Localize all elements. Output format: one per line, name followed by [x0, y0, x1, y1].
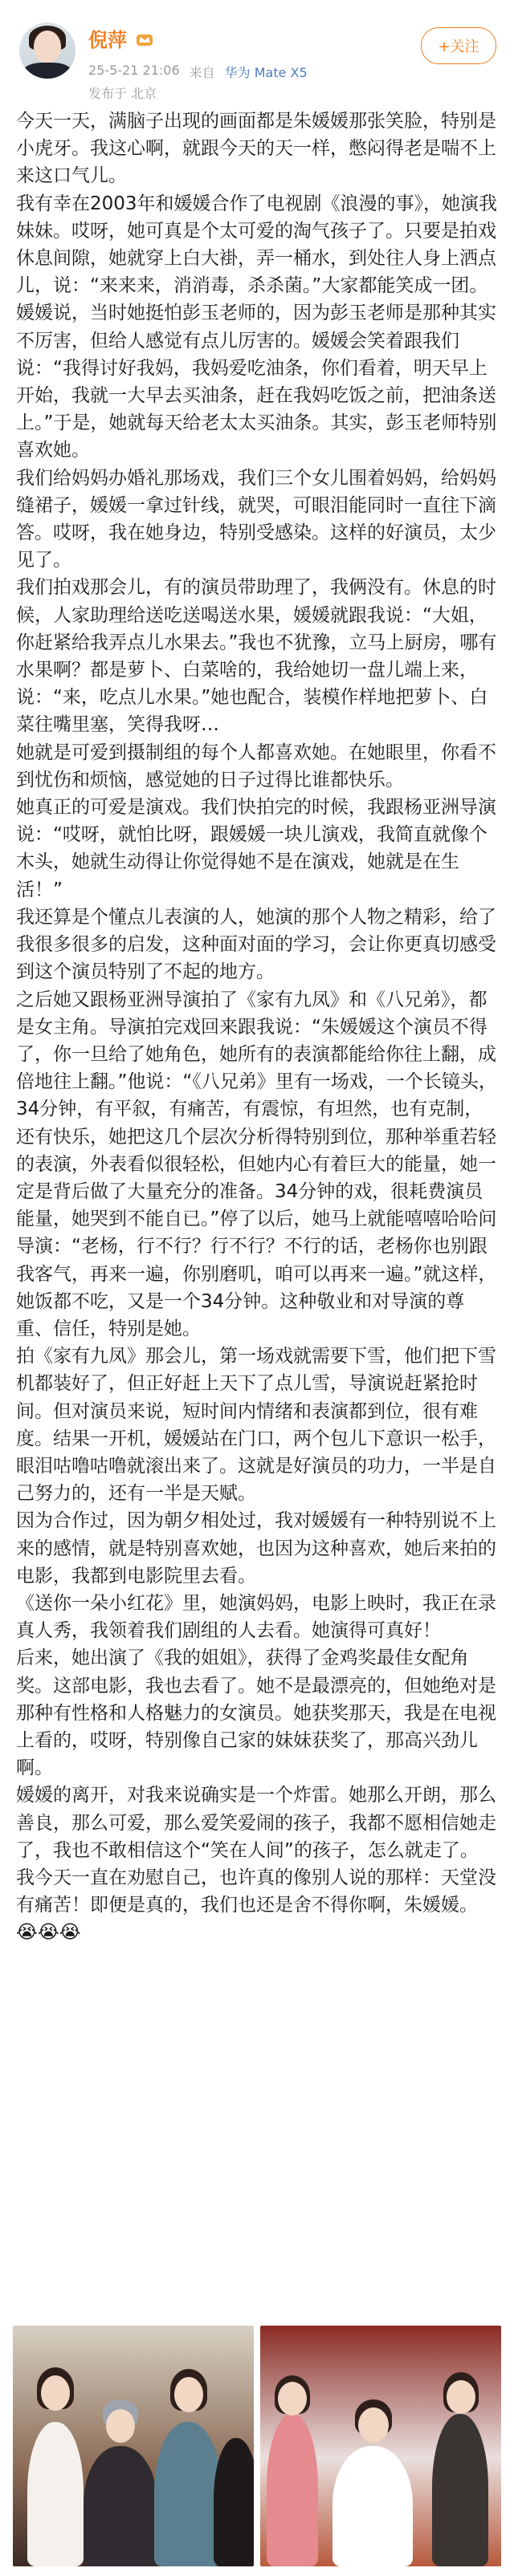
- paragraph: 拍《家有九凤》那会儿，第一场戏就需要下雪，他们把下雪机都装好了，但正好赶上天下了点儿雪，导演说赶紧抢时间。但对演员来说，短时间内情绪和表演都到位，很有难度。结果一开机，媛媛站在门口，两个包儿下意识一松手，眼泪咕噜咕噜就滚出来了。这就是好演员的功力，一半是自己努力的，还有一半是天赋。: [16, 1346, 496, 1505]
- paragraph: 我们给妈妈办婚礼那场戏，我们三个女儿围着妈妈，给妈妈缝裙子，媛媛一拿过针线，就哭，可眼泪能同时一直往下滴答。哎呀，我在她身边，特别受感染。这样的好演员，太少见了。: [16, 467, 496, 571]
- paragraph: 我今天一直在劝慰自己，也许真的像别人说的那样：天堂没有痛苦！即便是真的，我们也还是舍不得你啊，朱媛媛。😭😭😭: [16, 1867, 496, 1944]
- post-time: 25-5-21 21:06: [88, 63, 180, 78]
- paragraph: 因为合作过，因为朝夕相处过，我对媛媛有一种特别说不上来的感情，就是特别喜欢她，也因为这种喜欢，她后来拍的电影，我都到电影院里去看。: [16, 1510, 496, 1587]
- paragraph: 媛媛的离开，对我来说确实是一个炸雷。她那么开朗，那么善良，那么可爱，那么爱笑爱闹的孩子，我都不愿相信她走了，我也不敢相信这个“笑在人间”的孩子，怎么就走了。: [16, 1785, 496, 1861]
- paragraph: 我有幸在2003年和媛媛合作了电视剧《浪漫的事》，她演我妹妹。哎呀，她可真是个太可爱的淘气孩子了。只要是拍戏休息间隙，她就穿上白大褂，弄一桶水，到处往人身上洒点儿，说：“来来来，消消毒，杀杀菌。”大家都能笑成一团。: [16, 193, 498, 297]
- follow-label: +关注: [438, 39, 479, 55]
- paragraph: 她就是可爱到摄制组的每个人都喜欢她。在她眼里，你看不到忧伤和烦恼，感觉她的日子过得比谁都快乐。: [16, 742, 496, 790]
- source-prefix: 来自: [189, 65, 215, 80]
- device-link[interactable]: 华为 Mate X5: [224, 65, 308, 80]
- author-name[interactable]: 倪萍: [88, 29, 127, 51]
- paragraph: 媛媛说，当时她挺怕彭玉老师的，因为彭玉老师是那种其实不厉害，但给人感觉有点儿厉害的。媛媛会笑着跟我们说：“我得讨好我妈，我妈爱吃油条，你们看着，明天早上开始，我就一大早去买油条，赶在我妈吃饭之前，把油条送上。”于是，她就每天给老太太买油条。其实，彭玉老师特别喜欢她。: [16, 303, 497, 461]
- photo-group-2[interactable]: [260, 2326, 501, 2566]
- photo-grid: [13, 2326, 501, 2566]
- avatar[interactable]: [19, 22, 75, 79]
- follow-button[interactable]: [421, 27, 496, 64]
- photo-group-1[interactable]: [13, 2326, 254, 2566]
- paragraph: 今天一天，满脑子出现的画面都是朱媛媛那张笑脸，特别是小虎牙。我这心啊，就跟今天的天一样，憋闷得老是喘不上来这口气儿。: [16, 111, 496, 187]
- post-location: 发布于 北京: [88, 86, 157, 101]
- paragraph: 我们拍戏那会儿，有的演员带助理了，我俩没有。休息的时候，人家助理给送吃送喝送水果，媛媛就跟我说：“大姐，你赶紧给我弄点儿水果去。”我也不犹豫，立马上厨房，哪有水果啊？都是萝卜、白菜啥的，我给她切一盘儿端上来，说：“来，吃点儿水果。”她也配合，装模作样地把萝卜、白菜往嘴里塞，笑得我呀…: [16, 577, 497, 736]
- crown-badge-icon: [135, 29, 154, 48]
- paragraph: 后来，她出演了《我的姐姐》，获得了金鸡奖最佳女配角奖。这部电影，我也去看了。她不是最漂亮的，但她绝对是那种有性格和人格魅力的女演员。她获奖那天，我是在电视上看的，哎呀，特别像自己家的妹妹获奖了，那高兴劲儿啊。: [16, 1648, 496, 1779]
- post-header: [0, 0, 514, 101]
- paragraph: 她真正的可爱是演戏。我们快拍完的时候，我跟杨亚洲导演说：“哎呀，就怕比呀，跟媛媛一块儿演戏，我简直就像个木头，她就生动得让你觉得她不是在演戏，她就是在生活！”: [16, 797, 496, 900]
- author-row: [88, 24, 154, 52]
- post-content: [16, 108, 498, 1947]
- paragraph: 我还算是个懂点儿表演的人，她演的那个人物之精彩，给了我很多很多的启发，这种面对面的学习，会让你更真切感受到这个演员特别了不起的地方。: [16, 906, 496, 983]
- paragraph: 之后她又跟杨亚洲导演拍了《家有九凤》和《八兄弟》，都是女主角。导演拍完戏回来跟我说：“朱媛媛这个演员不得了，你一旦给了她角色，她所有的表演都能给你往上翻，成倍地往上翻。”他说：“《八兄弟》里有一场戏，一个长镜头，34分钟，有平叙，有痛苦，有震惊，有坦然，也有克制，还有快乐，她把这几个层次分析得特别到位，那种举重若轻的表演，外表看似很轻松，但她内心有着巨大的能量，她一定是背后做了大量充分的准备。34分钟的戏，很耗费演员能量，她哭到不能自已。”停了以后，她马上就能嘻嘻哈哈问导演：“老杨，行不行？行不行？不行的话，老杨你也别跟我客气，再来一遍，你别磨叽，咱可以再来一遍。”就这样，她饭都不吃，又是一个34分钟。这种敬业和对导演的尊重、信任，特别是她。: [16, 989, 497, 1339]
- post-meta: [88, 63, 308, 81]
- paragraph: 《送你一朵小红花》里，她演妈妈，电影上映时，我正在录真人秀，我领着我们剧组的人去看。她演得可真好！: [16, 1592, 496, 1642]
